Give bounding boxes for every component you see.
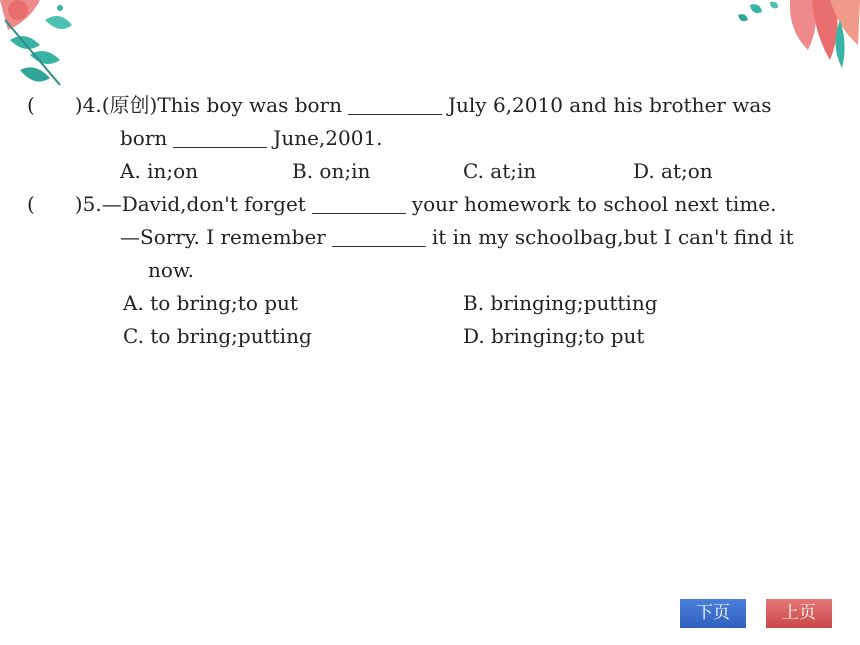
answer-blank (348, 113, 442, 115)
question-text: your homework to school next time. (411, 192, 777, 216)
question-text: —Sorry. I remember (120, 225, 326, 249)
next-page-button[interactable]: 下页 (680, 599, 746, 628)
question-text: it in my schoolbag,but I can't find it (431, 225, 794, 249)
question-text: —David,don't forget (101, 192, 306, 216)
answer-blank (332, 245, 426, 247)
prev-page-button[interactable]: 上页 (766, 599, 832, 628)
answer-blank (312, 212, 406, 214)
q4-line-1 (27, 89, 772, 122)
option-a: A. in;on (120, 159, 199, 183)
question-text: July 6,2010 and his brother was (448, 93, 772, 117)
option-d: D. bringing;to put (463, 324, 645, 348)
top-left-floral-icon (0, 0, 90, 95)
q4-line-2 (120, 122, 383, 155)
question-tag: (原创) (101, 93, 158, 117)
option-d: D. at;on (633, 159, 713, 183)
q5-line-2 (120, 221, 794, 254)
question-text: June,2001. (273, 126, 383, 150)
option-b: B. bringing;putting (463, 291, 658, 315)
option-c: C. at;in (463, 159, 537, 183)
question-text: born (120, 126, 168, 150)
answer-paren: ( ) (27, 93, 83, 117)
answer-paren: ( ) (27, 192, 83, 216)
question-text: This boy was born (157, 93, 342, 117)
option-a: A. to bring;to put (123, 291, 298, 315)
question-number: 4. (82, 93, 102, 117)
option-b: B. on;in (292, 159, 371, 183)
q5-line-3: now. (148, 258, 195, 282)
top-right-floral-icon (730, 0, 860, 75)
option-c: C. to bring;putting (123, 324, 312, 348)
question-number: 5. (82, 192, 102, 216)
answer-blank (173, 146, 267, 148)
q5-line-1 (27, 188, 777, 221)
